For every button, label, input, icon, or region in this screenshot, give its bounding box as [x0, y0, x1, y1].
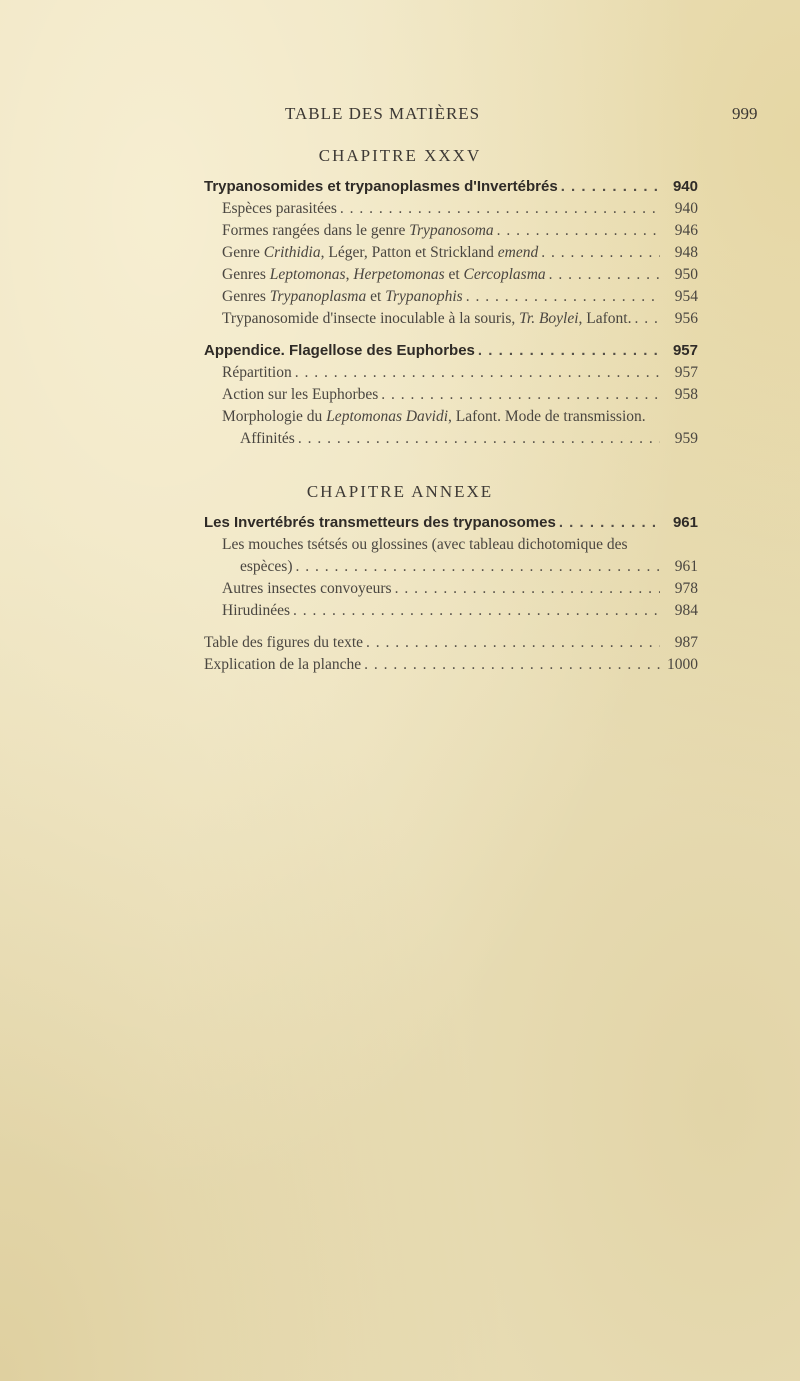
- label-italic: Cercoplasma: [463, 266, 546, 283]
- toc-page-number: 984: [674, 602, 698, 619]
- toc-entry-label: [222, 308, 631, 330]
- toc-entry-label: [222, 220, 494, 242]
- label-text: , Léger, Patton et Strickland: [320, 244, 498, 261]
- toc-entry[interactable]: [240, 428, 698, 450]
- dot-leader: [293, 600, 660, 622]
- toc-page-number: 957: [672, 342, 698, 359]
- toc-entry-label: Action sur les Euphorbes: [222, 386, 379, 403]
- dot-leader: [366, 632, 660, 654]
- toc-entry[interactable]: [222, 384, 698, 406]
- toc-entry-label: [222, 242, 538, 264]
- label-italic: Trypanoplasma: [269, 288, 367, 305]
- toc-page-number: 950: [674, 266, 698, 283]
- toc-section-entry[interactable]: [204, 512, 698, 534]
- toc-entry-label: Explication de la planche: [204, 656, 362, 673]
- toc-backmatter-entry[interactable]: [204, 654, 698, 676]
- dot-leader: [497, 220, 660, 242]
- toc-entry[interactable]: [222, 600, 698, 622]
- toc-page-number: 978: [674, 580, 698, 597]
- toc-page-number: 987: [674, 634, 698, 651]
- label-text: Trypanosomide d'insecte inoculable à la souris,: [222, 310, 520, 327]
- toc-page-number: 958: [674, 386, 698, 403]
- chapter-heading: CHAPITRE ANNEXE: [306, 482, 494, 501]
- toc-page-number: 940: [674, 200, 698, 217]
- toc-page-number: 961: [672, 514, 698, 531]
- toc-entry-label: [222, 264, 546, 286]
- label-italic: Leptomonas Davidi: [326, 408, 449, 425]
- label-text: Morphologie du: [222, 408, 327, 425]
- toc-entry-first-line[interactable]: [222, 406, 646, 428]
- dot-leader: [478, 340, 660, 362]
- toc-entry-label: Espèces parasitées: [222, 200, 337, 217]
- chapter-heading: CHAPITRE XXXV: [318, 146, 482, 165]
- dot-leader: [561, 176, 660, 198]
- toc-page-number: 1000: [667, 656, 698, 673]
- running-head: [0, 104, 800, 128]
- toc-entry-label: Table des figures du texte: [204, 634, 364, 651]
- label-text: et: [366, 288, 386, 305]
- toc-entry[interactable]: [222, 242, 698, 264]
- toc-entry-label: Appendice. Flagellose des Euphorbes: [204, 342, 475, 359]
- toc-section-entry[interactable]: [204, 340, 698, 362]
- dot-leader: [296, 556, 661, 578]
- dot-leader: [395, 578, 660, 600]
- label-text: , Lafont. Mode de transmission.: [448, 408, 646, 425]
- toc-entry-label: Affinités: [240, 430, 295, 447]
- toc-entry-label: [222, 286, 463, 308]
- toc-entry-label: Trypanosomides et trypanoplasmes d'Invertébrés: [204, 178, 558, 195]
- toc-page-number: 959: [674, 430, 698, 447]
- dot-leader: [340, 198, 660, 220]
- toc-page-number: 957: [674, 364, 698, 381]
- label-italic: emend: [497, 244, 539, 261]
- label-text: Genres: [222, 288, 270, 305]
- toc-page-number: 961: [674, 558, 698, 575]
- dot-leader: [466, 286, 660, 308]
- running-head-title: TABLE DES MATIÈRES: [285, 104, 481, 123]
- dot-leader: [559, 512, 660, 534]
- toc-entry-first-line[interactable]: Les mouches tsétsés ou glossines (avec tableau dichotomique des: [222, 536, 628, 553]
- toc-entry-label: Autres insectes convoyeurs: [222, 580, 392, 597]
- toc-entry[interactable]: [222, 264, 698, 286]
- toc-backmatter-entry[interactable]: [204, 632, 698, 654]
- label-italic: Trypanosoma: [409, 222, 494, 239]
- label-italic: Trypanophis: [385, 288, 463, 305]
- toc-page-number: 940: [672, 178, 698, 195]
- toc-entry-label: espèces): [240, 558, 293, 575]
- label-italic: Crithidia: [263, 244, 321, 261]
- label-italic: Leptomonas: [269, 266, 346, 283]
- toc-entry[interactable]: [240, 556, 698, 578]
- toc-entry[interactable]: [222, 286, 698, 308]
- toc-page-number: 956: [674, 310, 698, 327]
- toc-entry[interactable]: [222, 578, 698, 600]
- toc-entry-label: Hirudinées: [222, 602, 291, 619]
- label-italic: Tr. Boylei: [519, 310, 579, 327]
- toc-entry[interactable]: [222, 362, 698, 384]
- dot-leader: [298, 428, 660, 450]
- label-text: et: [444, 266, 464, 283]
- dot-leader: [634, 308, 660, 330]
- label-text: Formes rangées dans le genre: [222, 222, 410, 239]
- label-text: ,: [345, 266, 354, 283]
- label-text: Genre: [222, 244, 264, 261]
- toc-page-number: 948: [674, 244, 698, 261]
- toc-entry-label: Répartition: [222, 364, 292, 381]
- toc-entry[interactable]: [222, 198, 698, 220]
- label-text: , Lafont.: [578, 310, 632, 327]
- running-head-page-number: 999: [732, 104, 758, 123]
- toc-page-number: 946: [674, 222, 698, 239]
- label-italic: Herpetomonas: [353, 266, 445, 283]
- toc-entry[interactable]: [222, 308, 698, 330]
- toc-section-entry[interactable]: [204, 176, 698, 198]
- toc-entry-label: Les Invertébrés transmetteurs des trypanosomes: [204, 514, 556, 531]
- label-text: Genres: [222, 266, 270, 283]
- dot-leader: [381, 384, 660, 406]
- dot-leader: [541, 242, 660, 264]
- dot-leader: [549, 264, 660, 286]
- toc-page-number: 954: [674, 288, 698, 305]
- toc-entry[interactable]: [222, 220, 698, 242]
- dot-leader: [364, 654, 660, 676]
- dot-leader: [295, 362, 660, 384]
